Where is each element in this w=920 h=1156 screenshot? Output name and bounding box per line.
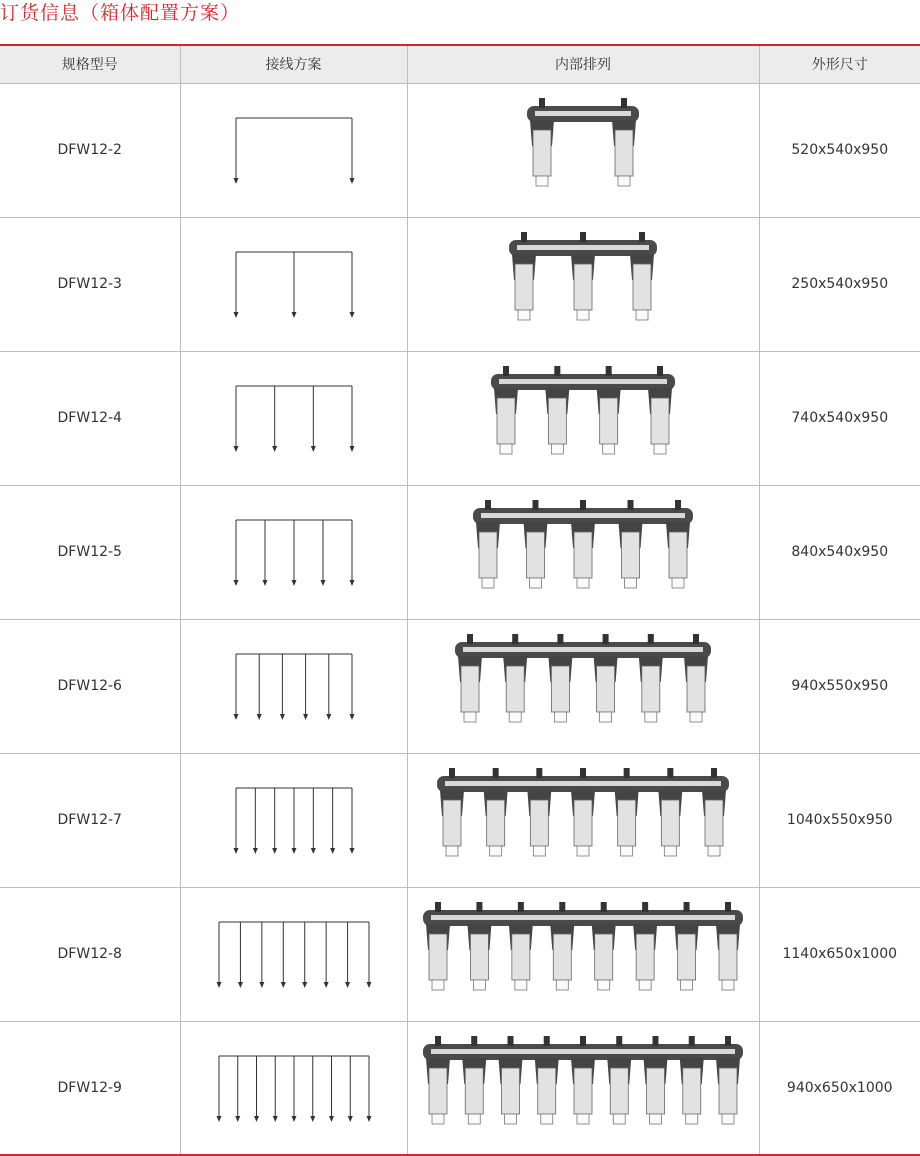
- model-cell: DFW12-2: [0, 83, 180, 217]
- header-model: 规格型号: [0, 45, 180, 83]
- size-cell: 1140x650x1000: [759, 887, 920, 1021]
- wiring-cell: [180, 351, 407, 485]
- size-cell: 1040x550x950: [759, 753, 920, 887]
- internal-arrangement-drawing: [413, 760, 753, 880]
- internal-arrangement-drawing: [413, 492, 753, 612]
- internal-arrangement-drawing: [413, 894, 753, 1014]
- model-cell: DFW12-6: [0, 619, 180, 753]
- arrangement-cell: [407, 1021, 759, 1155]
- header-wiring: 接线方案: [180, 45, 407, 83]
- internal-arrangement-drawing: [413, 358, 753, 478]
- table-row: [0, 887, 920, 1021]
- wiring-diagram: [194, 100, 394, 200]
- wiring-diagram: [194, 502, 394, 602]
- size-cell: 840x540x950: [759, 485, 920, 619]
- table-row: [0, 485, 920, 619]
- internal-arrangement-drawing: [413, 626, 753, 746]
- arrangement-cell: [407, 351, 759, 485]
- wiring-cell: [180, 1021, 407, 1155]
- config-table: [0, 44, 920, 1156]
- model-cell: DFW12-5: [0, 485, 180, 619]
- arrangement-cell: [407, 619, 759, 753]
- arrangement-cell: [407, 753, 759, 887]
- internal-arrangement-drawing: [413, 90, 753, 210]
- internal-arrangement-drawing: [413, 1028, 753, 1148]
- table-header-row: [0, 45, 920, 83]
- table-row: [0, 753, 920, 887]
- table-row: [0, 351, 920, 485]
- wiring-diagram: [194, 770, 394, 870]
- table-row: [0, 83, 920, 217]
- table-row: [0, 619, 920, 753]
- wiring-cell: [180, 887, 407, 1021]
- internal-arrangement-drawing: [413, 224, 753, 344]
- model-cell: DFW12-7: [0, 753, 180, 887]
- wiring-cell: [180, 753, 407, 887]
- header-dimensions: 外形尺寸: [759, 45, 920, 83]
- arrangement-cell: [407, 485, 759, 619]
- table-row: [0, 1021, 920, 1155]
- model-cell: DFW12-3: [0, 217, 180, 351]
- wiring-diagram: [194, 1038, 394, 1138]
- size-cell: 520x540x950: [759, 83, 920, 217]
- model-cell: DFW12-8: [0, 887, 180, 1021]
- model-cell: DFW12-9: [0, 1021, 180, 1155]
- size-cell: 940x550x950: [759, 619, 920, 753]
- header-arrangement: 内部排列: [407, 45, 759, 83]
- size-cell: 940x650x1000: [759, 1021, 920, 1155]
- wiring-cell: [180, 485, 407, 619]
- wiring-diagram: [194, 368, 394, 468]
- wiring-cell: [180, 619, 407, 753]
- table-row: [0, 217, 920, 351]
- arrangement-cell: [407, 887, 759, 1021]
- wiring-cell: [180, 217, 407, 351]
- page-title: 订货信息（箱体配置方案）: [0, 2, 241, 24]
- wiring-cell: [180, 83, 407, 217]
- wiring-diagram: [194, 904, 394, 1004]
- size-cell: 740x540x950: [759, 351, 920, 485]
- size-cell: 250x540x950: [759, 217, 920, 351]
- arrangement-cell: [407, 217, 759, 351]
- wiring-diagram: [194, 234, 394, 334]
- model-cell: DFW12-4: [0, 351, 180, 485]
- arrangement-cell: [407, 83, 759, 217]
- wiring-diagram: [194, 636, 394, 736]
